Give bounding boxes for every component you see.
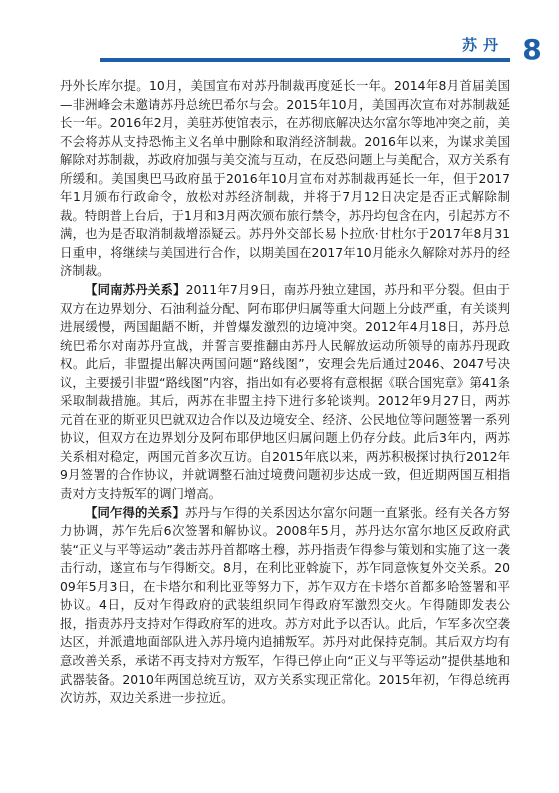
page-number: 8 <box>522 33 542 66</box>
paragraph-south-sudan-relations <box>60 281 510 504</box>
section-body-chad: 苏丹与乍得的关系因达尔富尔问题一直紧张。经有关各方努力协调，苏乍先后6次签署和解协议。2008年5月，苏丹达尔富尔地区反政府武装“正义与平等运动”袭击苏丹首都喀土穆，苏丹指责乍得参与策划和实施了这一袭击行动，遂宣布与乍得断交。8月，在利比亚斡旋下，苏乍同意恢复外交关系。2009年5月3日，在卡塔尔和利比亚等努力下，苏乍双方在卡塔尔首都多哈签署和平协议。4日，反对乍得政府的武装组织同乍得政府军激烈交火。乍得随即发表公报，指责苏丹支持对乍得政府军的进攻。苏方对此予以否认。此后，乍军多次空袭达区，并派遣地面部队进入苏丹境内追捕叛军。苏丹对此保持克制。其后双方均有意改善关系，承诺不再支持对方叛军，乍得已停止向“正义与平等运动”提供基地和武器装备。2010年两国总统互访，双方关系实现正常化。2015年初，乍得总统再次访苏，双边关系进一步拉近。 <box>60 504 511 706</box>
body-text <box>60 77 510 708</box>
running-header-title: 苏丹 <box>462 36 505 54</box>
section-label-south-sudan: 【同南苏丹关系】 <box>85 282 186 298</box>
section-body-south-sudan: 2011年7月9日，南苏丹独立建国，苏丹和平分裂。但由于双方在边界划分、石油利益分配、阿布耶伊归属等重大问题上分歧严重，有关谈判进展缓慢，两国龃龉不断，并曾爆发激烈的边境冲突。2012年4月18日，苏丹总统巴希尔对南苏丹宣战，并誓言要推翻由苏丹人民解放运动所领导的南苏丹现政权。此后，非盟提出解决两国问题“路线图”，安理会先后通过2046、2047号决议，主要援引非盟“路线图”内容，指出如有必要将有意根据《联合国宪章》第41条采取制裁措施。其后，两苏在非盟主持下进行多轮谈判。2012年9月27日，两苏元首在亚的斯亚贝巴就双边合作以及边境安全、经济、公民地位等问题签署一系列协议，但双方在边界划分及阿布耶伊地区归属问题上仍存分歧。此后3年内，两苏关系相对稳定，两国元首多次互访。自2015年底以来，两苏积极探讨执行2012年9月签署的合作协议，并就调整石油过境费问题初步达成一致，但近期两国互相指责对方支持叛军的调门增高。 <box>60 282 510 502</box>
paragraph-us-relations: 丹外长库尔提。10月，美国宣布对苏丹制裁再度延长一年。2014年8月首届美国—非洲峰会未邀请苏丹总统巴希尔与会。2015年10月，美国再次宣布对苏制裁延长一年。2016年2月，美驻苏使馆表示，在苏彻底解决达尔富尔等地冲突之前，美不会将苏从支持恐怖主义名单中删除和取消经济制裁。2016年以来，为谋求美国解除对苏制裁，苏政府加强与美交流与互动，在反恐问题上与美配合，双方关系有所缓和。美国奥巴马政府虽于2016年10月宣布对苏制裁再延长一年，但于2017年1月颁布行政命令，放松对苏经济制裁，并将于7月12日决定是否正式解除制裁。特朗普上台后，于1月和3月两次颁布旅行禁令，苏丹均包含在内，引起苏方不满，也为是否取消制裁增添疑云。苏丹外交部长易卜拉欣·甘杜尔于2017年8月31日重申，将继续与美国进行合作，以期美国在2017年10月能永久解除对苏丹的经济制裁。 <box>60 78 510 279</box>
paragraph-chad-relations <box>60 504 510 708</box>
section-label-chad: 【同乍得的关系】 <box>85 504 186 520</box>
header-bar <box>100 58 510 62</box>
